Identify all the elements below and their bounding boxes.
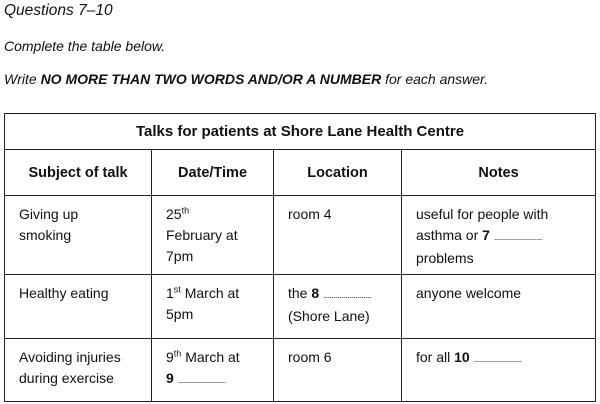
notes-line: useful for people with — [416, 206, 549, 222]
header-subject: Subject of talk — [5, 150, 152, 196]
date-day: 25 — [166, 206, 182, 222]
location-text: room 6 — [288, 349, 332, 365]
date-line: February at — [166, 227, 238, 243]
date-line — [166, 347, 273, 368]
date-month: March at — [181, 349, 240, 365]
instruction-complete-table: Complete the table below. — [4, 38, 166, 54]
table-row — [5, 339, 596, 402]
notes-cell — [402, 339, 596, 402]
location-text: room 4 — [288, 206, 332, 222]
instruction-prefix: Write — [4, 71, 41, 87]
answer-gap-10[interactable]: ........................ — [473, 354, 522, 364]
subject-line: Giving up — [19, 206, 79, 222]
date-line — [166, 283, 273, 304]
instruction-bold: NO MORE THAN TWO WORDS AND/OR A NUMBER — [40, 71, 382, 87]
table-row — [5, 275, 596, 339]
notes-line — [416, 347, 595, 370]
table-row — [5, 196, 596, 275]
header-datetime: Date/Time — [152, 150, 274, 196]
notes-line — [416, 225, 595, 248]
subject-cell — [5, 196, 152, 275]
location-cell — [274, 196, 402, 275]
notes-text: asthma or — [416, 227, 483, 243]
notes-cell — [402, 196, 596, 275]
notes-line: problems — [416, 250, 474, 266]
subject-cell — [5, 275, 152, 339]
subject-cell — [5, 339, 152, 402]
location-cell — [274, 275, 402, 339]
time-line — [166, 368, 273, 391]
location-line: (Shore Lane) — [288, 308, 370, 324]
gap-number-8: 8 — [311, 285, 320, 301]
date-line — [166, 204, 273, 225]
notes-cell — [402, 275, 596, 339]
gap-number-7: 7 — [482, 227, 490, 243]
location-cell — [274, 339, 402, 402]
table-title: Talks for patients at Shore Lane Health Centre — [5, 114, 596, 150]
location-line — [288, 283, 401, 306]
notes-text: for all — [416, 349, 455, 365]
answer-gap-8[interactable]: ........................ — [323, 290, 372, 300]
gap-number-10: 10 — [454, 349, 470, 365]
date-suffix: th — [181, 205, 190, 216]
subject-line: during exercise — [19, 370, 114, 386]
gap-number-9: 9 — [166, 370, 174, 386]
instruction-word-limit — [4, 71, 488, 87]
instruction-suffix: for each answer. — [381, 71, 489, 87]
answer-gap-7[interactable]: ........................ — [493, 232, 542, 242]
datetime-cell — [152, 275, 274, 339]
talks-table — [4, 113, 596, 402]
datetime-cell — [152, 339, 274, 402]
subject-line: Healthy eating — [19, 285, 109, 301]
header-location: Location — [274, 150, 402, 196]
header-notes: Notes — [402, 150, 596, 196]
subject-line: smoking — [19, 227, 72, 243]
date-day: 9 — [166, 349, 174, 365]
answer-gap-9[interactable]: ........................ — [177, 375, 226, 385]
notes-line: anyone welcome — [416, 285, 522, 301]
date-suffix: st — [173, 284, 181, 295]
time-line: 5pm — [166, 306, 194, 322]
date-suffix: th — [173, 348, 182, 359]
date-month: March at — [180, 285, 240, 301]
questions-heading: Questions 7–10 — [4, 2, 113, 19]
subject-line: Avoiding injuries — [19, 349, 121, 365]
datetime-cell — [152, 196, 274, 275]
time-line: 7pm — [166, 248, 194, 264]
date-day: 1 — [166, 285, 174, 301]
location-text: the — [288, 285, 312, 301]
